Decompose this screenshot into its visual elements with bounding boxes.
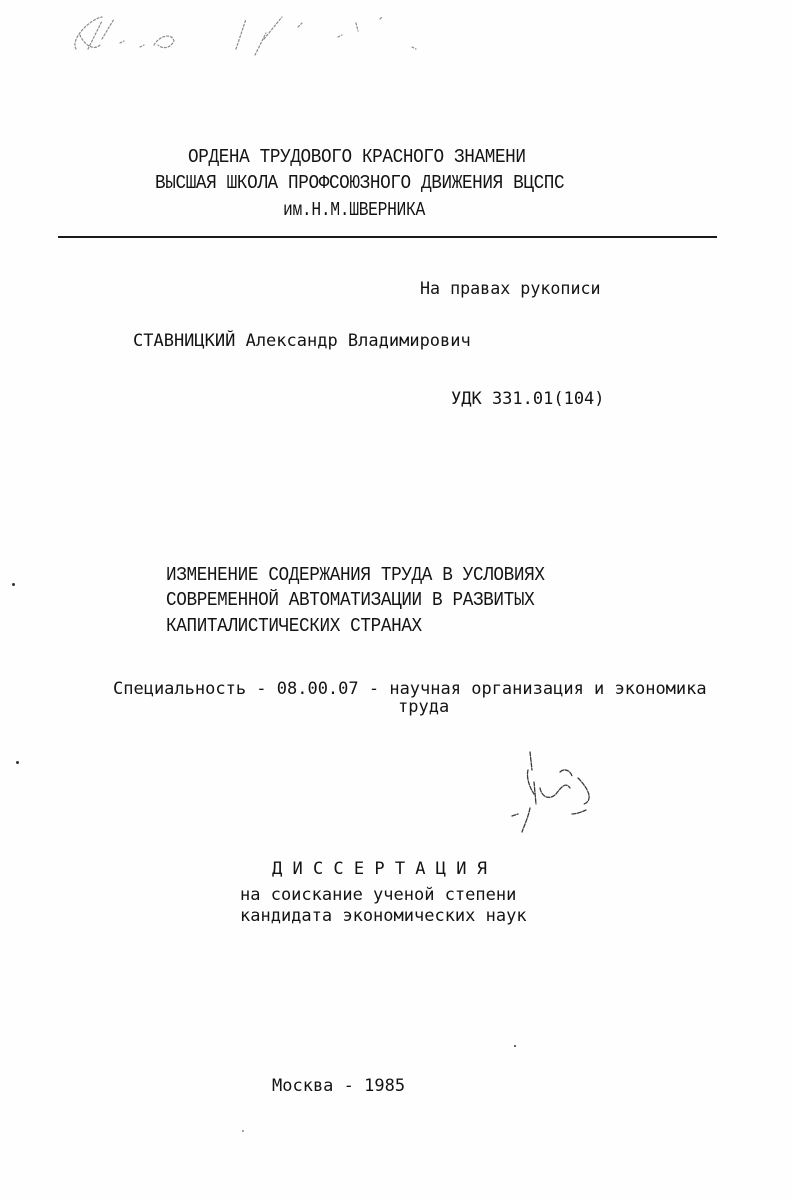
degree-line-1: на соискание ученой степени	[240, 885, 517, 905]
degree-line-2: кандидата экономических наук	[240, 906, 527, 926]
signature	[500, 748, 600, 838]
work-type-heading: Д И С С Е Р Т А Ц И Я	[272, 859, 487, 879]
header-divider	[58, 236, 717, 238]
institution-line-2: ВЫСШАЯ ШКОЛА ПРОФСОЮЗНОГО ДВИЖЕНИЯ ВЦСПС	[155, 172, 565, 194]
scan-speck	[12, 583, 15, 586]
title-line-2: СОВРЕМЕННОЙ АВТОМАТИЗАЦИИ В РАЗВИТЫХ	[166, 589, 535, 611]
udc-code: УДК 331.01(104)	[451, 389, 605, 409]
specialty-line-2: труда	[398, 697, 450, 717]
author-name: СТАВНИЦКИЙ Александр Владимирович	[133, 331, 471, 351]
scan-speck	[514, 1045, 516, 1047]
institution-line-1: ОРДЕНА ТРУДОВОГО КРАСНОГО ЗНАМЕНИ	[188, 146, 526, 168]
institution-line-3: им.Н.М.ШВЕРНИКА	[283, 199, 425, 221]
archive-handwritten-mark	[50, 5, 450, 65]
place-year: Москва - 1985	[272, 1076, 406, 1096]
scan-speck	[16, 761, 19, 764]
scan-speck	[242, 1130, 244, 1132]
manuscript-note: На правах рукописи	[420, 279, 601, 299]
title-line-3: КАПИТАЛИСТИЧЕСКИХ СТРАНАХ	[166, 615, 422, 637]
specialty-line-1: Специальность - 08.00.07 - научная организация и экономика	[113, 679, 707, 699]
title-line-1: ИЗМЕНЕНИЕ СОДЕРЖАНИЯ ТРУДА В УСЛОВИЯХ	[166, 564, 545, 586]
